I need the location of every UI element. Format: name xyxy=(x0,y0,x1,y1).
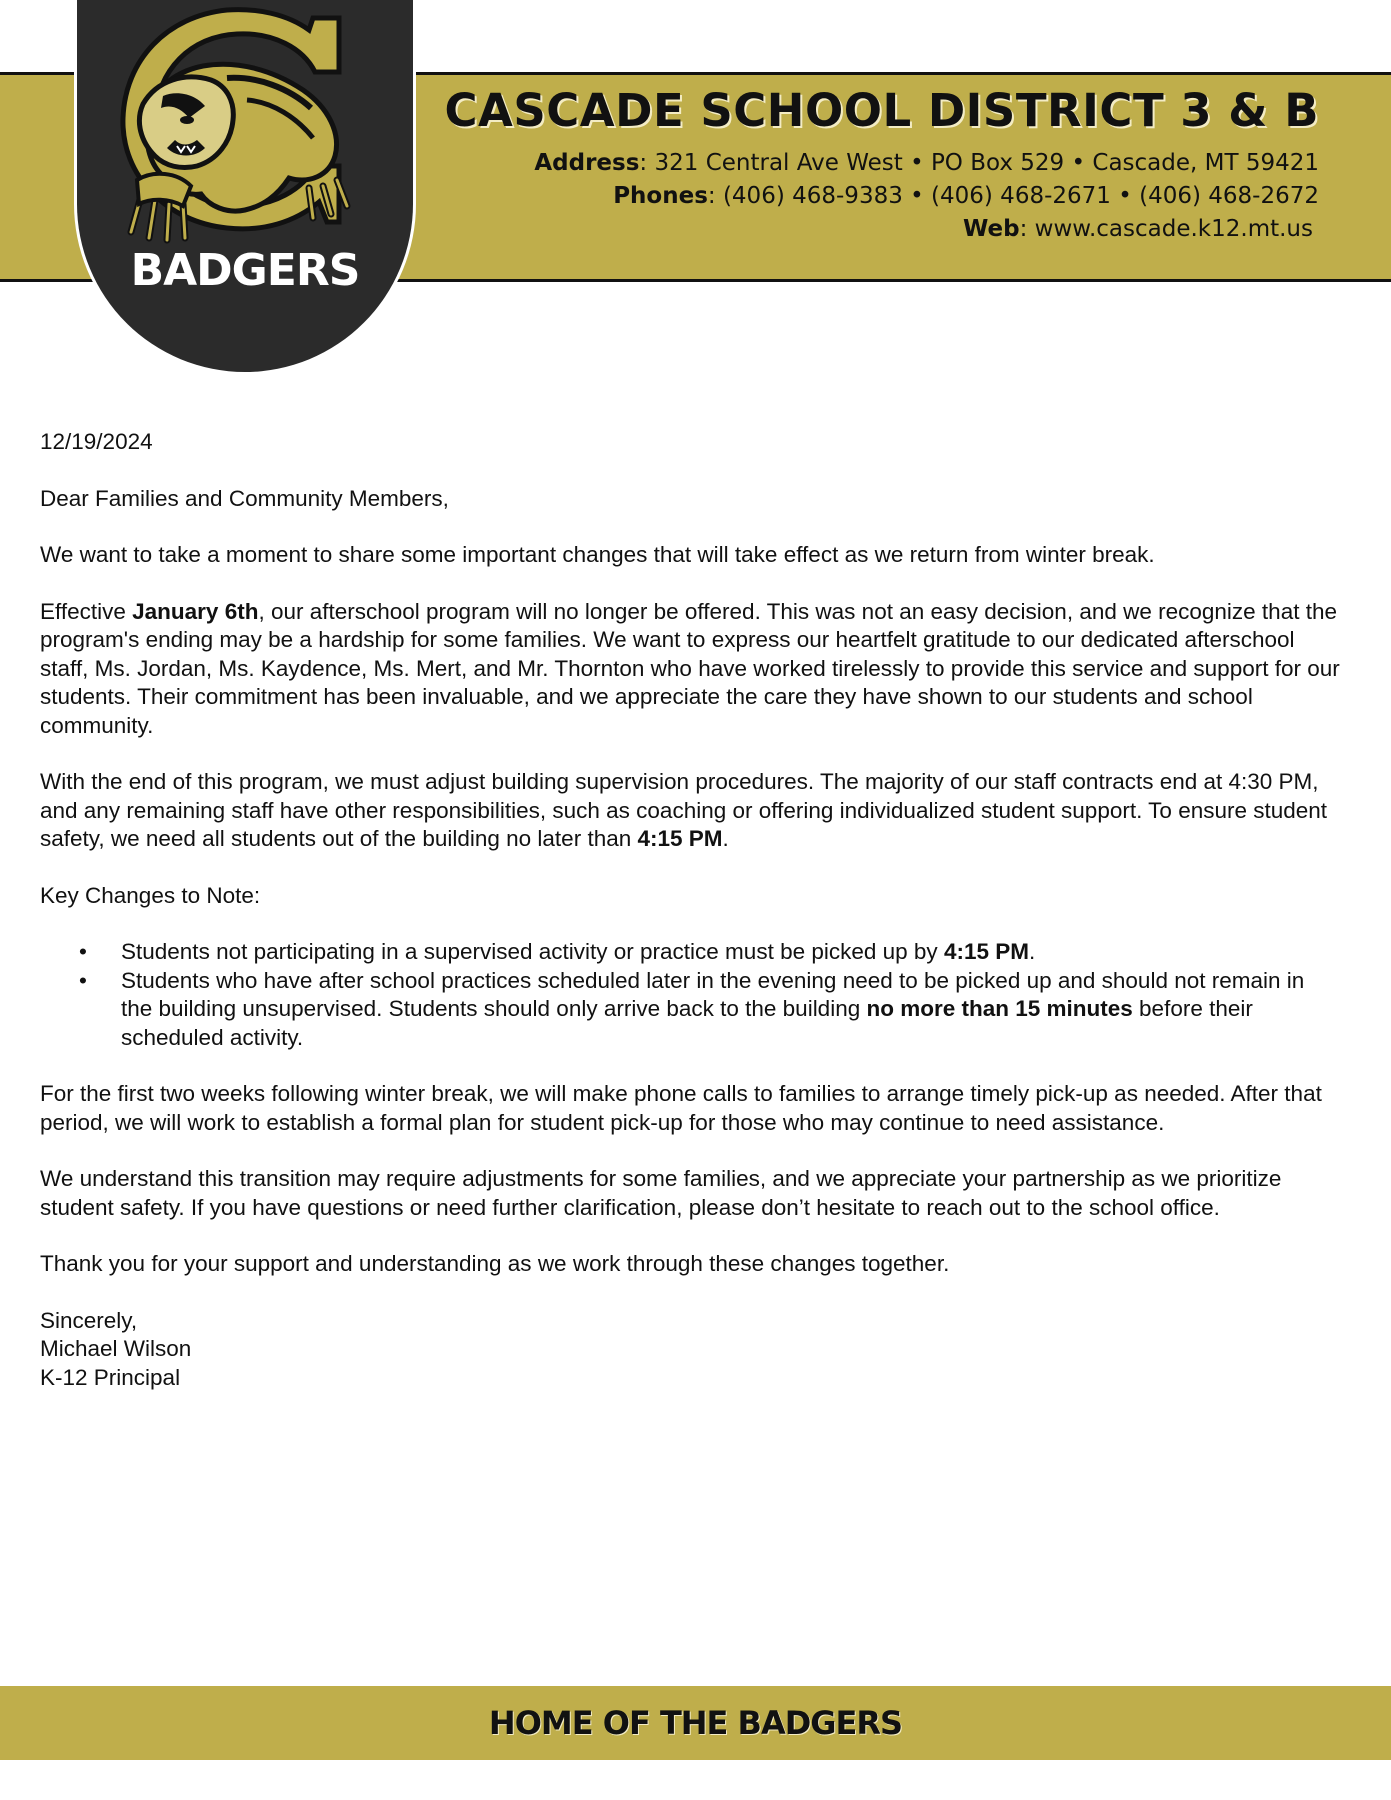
bullet2-post: before their scheduled activity. xyxy=(121,996,1253,1050)
letter-body xyxy=(40,428,1340,1392)
p3-post: . xyxy=(722,826,729,851)
signer-name: Michael Wilson xyxy=(40,1336,192,1361)
district-name: CASCADE SCHOOL DISTRICT 3 & B xyxy=(444,84,1319,137)
closing: Sincerely, xyxy=(40,1307,138,1333)
p3-pre: With the end of this program, we must adjust building supervision procedures. The majority of our staff contracts end at 4:30 PM, and any remaining staff have other responsibilities, such as coaching or offering individualized student support. To ensure student safety, we need all students out of the building no later than xyxy=(40,769,1328,851)
signoff xyxy=(40,1307,1340,1393)
address-label: Address xyxy=(534,150,640,176)
key-changes-list xyxy=(40,938,1340,1052)
paragraph-phone-calls: For the first two weeks following winter break, we will make phone calls to families to arrange timely pick-up as needed. After that period, we will work to establish a formal plan for student pick-up for those who may continue to need assistance. xyxy=(40,1081,1322,1135)
list-item xyxy=(40,967,1340,1053)
p3-bold: 4:15 PM xyxy=(637,826,723,851)
school-logo xyxy=(77,0,413,372)
web-line xyxy=(963,216,1313,242)
paragraph-supervision xyxy=(40,768,1340,854)
web-value: : www.cascade.k12.mt.us xyxy=(1019,216,1313,242)
bullet-icon: • xyxy=(79,967,87,993)
phones-label: Phones xyxy=(613,183,708,209)
salutation: Dear Families and Community Members, xyxy=(40,485,449,511)
bullet-icon: • xyxy=(79,939,87,964)
address-line xyxy=(534,150,1319,176)
phones-line xyxy=(613,183,1319,209)
p2-bold: January 6th xyxy=(132,598,259,624)
web-label: Web xyxy=(962,216,1020,242)
p2-post: , our afterschool program will no longer be offered. This was not an easy decision, and we recognize that the program's ending may be a hardship for some families. We want to express our heartfelt gratitude to our dedicated afterschool staff, Ms. Jordan, Ms. Kaydence, Ms. Mert, and Mr. Thornton who have worked tirelessly to provide this service and support for our students. Their commitment has been invaluable, and we appreciate the care they have shown to our students and school community. xyxy=(40,598,1340,738)
bullet2-bold: no more than 15 minutes xyxy=(866,996,1133,1021)
signer-title: K-12 Principal xyxy=(40,1364,181,1390)
paragraph-thanks: Thank you for your support and understanding as we work through these changes together. xyxy=(40,1251,950,1276)
phones-value: : (406) 468-9383 • (406) 468-2671 • (406) 468-2672 xyxy=(707,183,1319,209)
bullet1-post: . xyxy=(1028,939,1036,964)
bullet1-pre: Students not participating in a supervised activity or practice must be picked up by xyxy=(121,939,944,964)
bullet1-bold: 4:15 PM xyxy=(943,939,1029,964)
paragraph-partnership: We understand this transition may require adjustments for some families, and we appreciate your partnership as we prioritize student safety. If you have questions or need further clarification, please don’t hesitate to reach out to the school office. xyxy=(40,1166,1282,1220)
paragraph-program-ending xyxy=(40,598,1340,741)
logo-wordmark: BADGERS xyxy=(130,245,360,296)
letter-date: 12/19/2024 xyxy=(40,429,153,454)
key-changes-heading: Key Changes to Note: xyxy=(40,882,261,908)
footer-band xyxy=(0,1686,1391,1760)
address-value: : 321 Central Ave West • PO Box 529 • Cascade, MT 59421 xyxy=(639,150,1319,176)
footer-slogan: HOME OF THE BADGERS xyxy=(488,1704,903,1742)
paragraph-intro: We want to take a moment to share some important changes that will take effect as we return from winter break. xyxy=(40,542,1155,567)
p2-pre: Effective xyxy=(40,598,133,624)
list-item xyxy=(40,938,1340,967)
bullet2-pre: Students who have after school practices scheduled later in the evening need to be picked up and should not remain in the building unsupervised. Students should only arrive back to the building xyxy=(121,967,1305,1021)
